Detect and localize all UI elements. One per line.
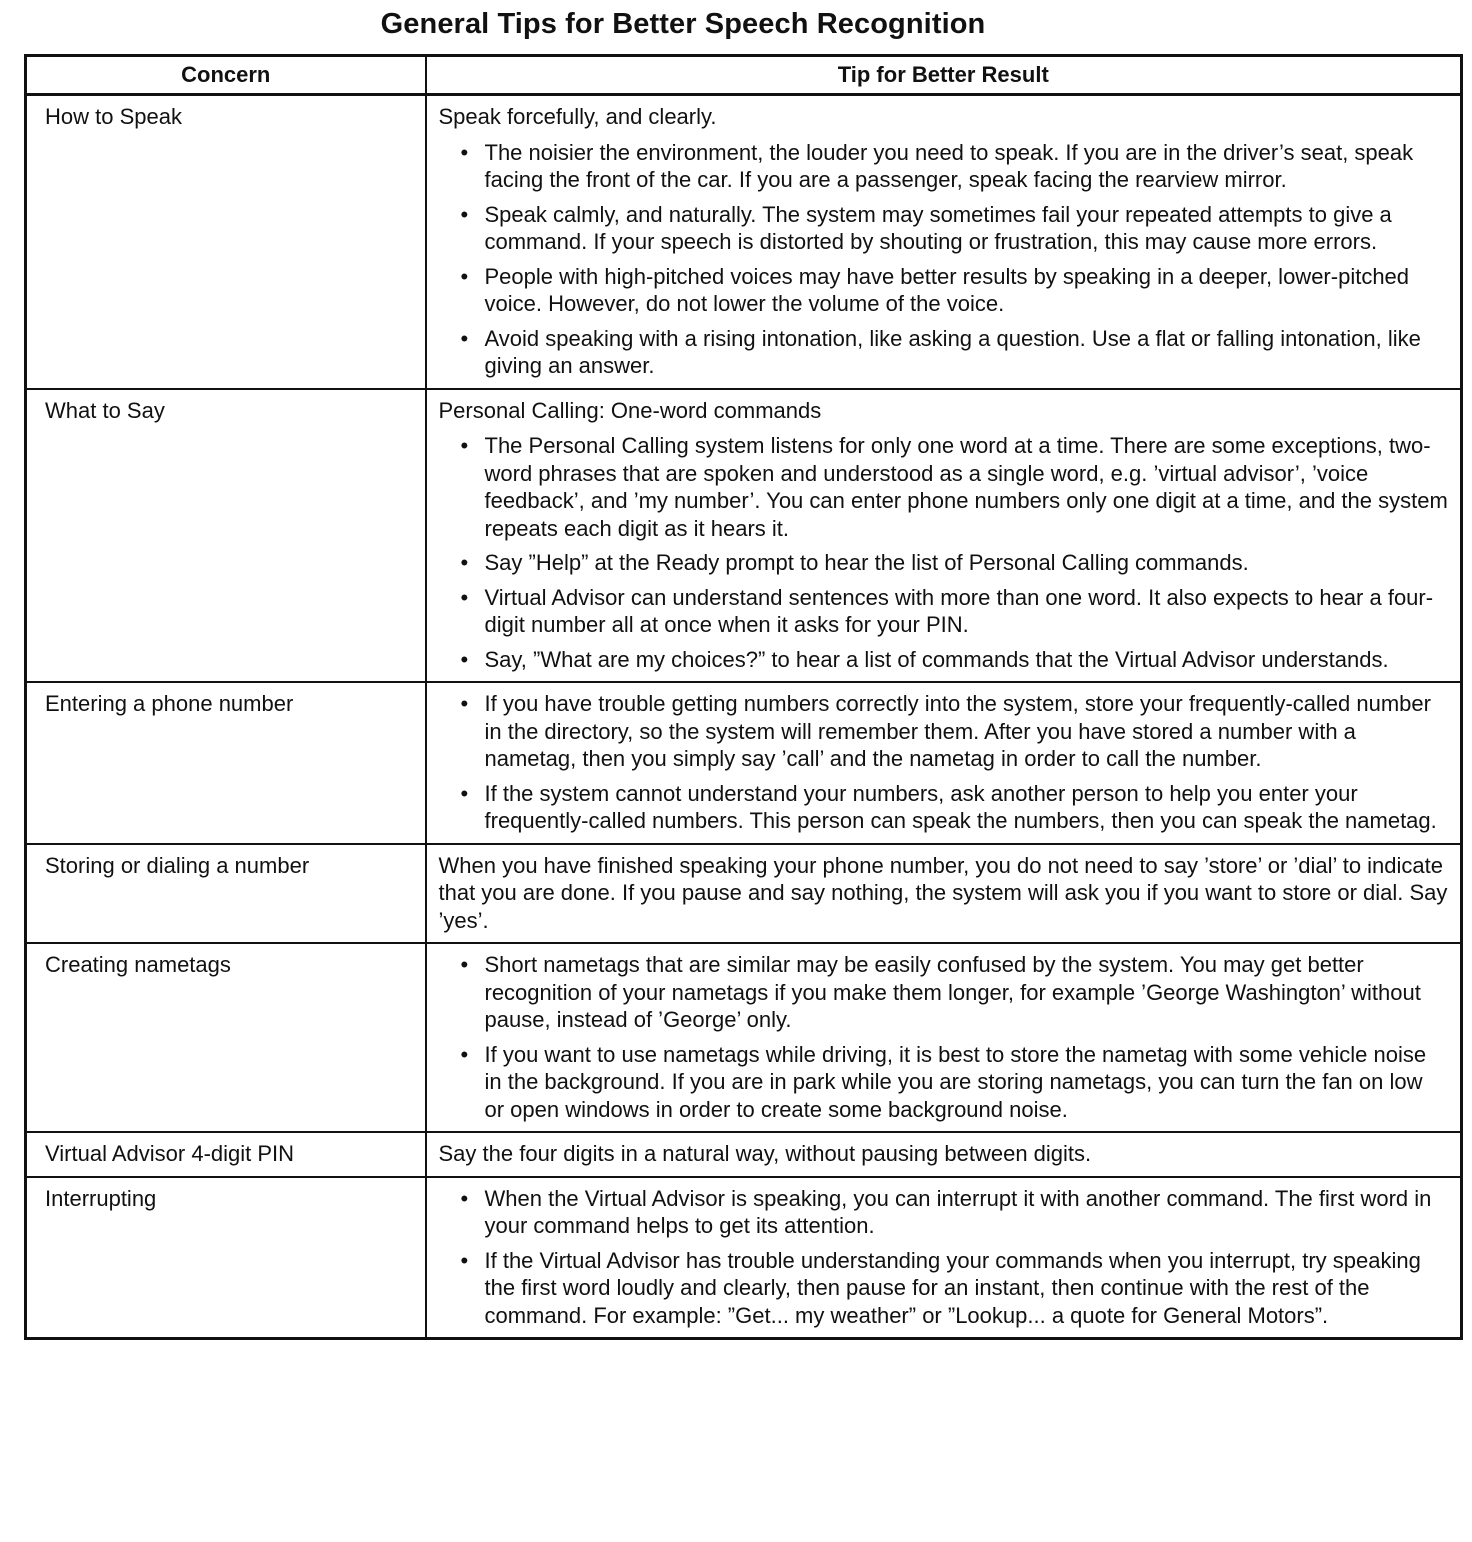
tip-cell	[426, 1177, 1462, 1339]
tip-bullet: • If the system cannot understand your numbers, ask another person to help you enter your frequently-called numbers. This person can speak the numbers, then you can speak the nametag.	[485, 780, 1449, 835]
tip-list	[439, 690, 1449, 835]
table-row	[26, 682, 1462, 844]
tip-list	[439, 951, 1449, 1123]
tip-list	[439, 432, 1449, 673]
tip-list	[439, 1185, 1449, 1330]
tip-bullet: • Speak calmly, and naturally. The system may sometimes fail your repeated attempts to give a command. If your speech is distorted by shouting or frustration, this may cause more errors.	[485, 201, 1449, 256]
concern-cell: Creating nametags	[26, 943, 426, 1132]
concern-cell: How to Speak	[26, 95, 426, 389]
header-tip: Tip for Better Result	[426, 56, 1462, 95]
concern-cell: Entering a phone number	[26, 682, 426, 844]
tip-cell	[426, 95, 1462, 389]
table-row	[26, 943, 1462, 1132]
tip-bullet: • If you have trouble getting numbers correctly into the system, store your frequently-called number in the directory, so the system will remember them. After you have stored a number with a nametag, then you simply say ’call’ and the nametag in order to call the number.	[485, 690, 1449, 773]
tip-text: When you have finished speaking your phone number, you do not need to say ’store’ or ’dial’ to indicate that you are done. If you pause and say nothing, the system will ask you if you want to store or dial. Say ’yes’.	[438, 852, 1448, 933]
table-row	[26, 844, 1462, 944]
table-row	[26, 1132, 1462, 1177]
tip-cell	[426, 844, 1462, 944]
tip-bullet: • When the Virtual Advisor is speaking, you can interrupt it with another command. The first word in your command helps to get its attention.	[485, 1185, 1449, 1240]
tip-bullet: • Say ”Help” at the Ready prompt to hear the list of Personal Calling commands.	[485, 549, 1449, 577]
header-row	[26, 56, 1462, 95]
tip-cell	[426, 943, 1462, 1132]
tip-cell	[426, 389, 1462, 683]
tip-text: Say the four digits in a natural way, without pausing between digits.	[438, 1141, 1092, 1166]
tip-bullet: • Say, ”What are my choices?” to hear a list of commands that the Virtual Advisor understands.	[485, 646, 1449, 674]
tip-bullet: • The Personal Calling system listens for only one word at a time. There are some exceptions, two-word phrases that are spoken and understood as a single word, e.g. ’virtual advisor’, ’voice feedback’, and ’my number’. You can enter phone numbers only one digit at a time, and the system repeats each digit as it hears it.	[485, 432, 1449, 542]
tips-table	[24, 54, 1463, 1340]
table-row	[26, 95, 1462, 389]
page-title: General Tips for Better Speech Recognition	[380, 8, 986, 40]
tip-bullet: • If the Virtual Advisor has trouble understanding your commands when you interrupt, try speaking the first word loudly and clearly, then pause for an instant, then continue with the rest of the command. For example: ”Get... my weather” or ”Lookup... a quote for General Motors”.	[485, 1247, 1449, 1330]
tip-lead: Speak forcefully, and clearly.	[438, 104, 717, 129]
table-row	[26, 389, 1462, 683]
concern-cell: What to Say	[26, 389, 426, 683]
tip-bullet: • Virtual Advisor can understand sentences with more than one word. It also expects to hear a four-digit number all at once when it asks for your PIN.	[485, 584, 1449, 639]
tip-bullet: • The noisier the environment, the louder you need to speak. If you are in the driver’s seat, speak facing the front of the car. If you are a passenger, speak facing the rearview mirror.	[485, 139, 1449, 194]
concern-cell: Virtual Advisor 4-digit PIN	[26, 1132, 426, 1177]
tip-bullet: • Short nametags that are similar may be easily confused by the system. You may get better recognition of your nametags if you make them longer, for example ’George Washington’ without pause, instead of ’George’ only.	[485, 951, 1449, 1034]
tip-list	[439, 139, 1449, 380]
concern-cell: Interrupting	[26, 1177, 426, 1339]
tip-cell	[426, 1132, 1462, 1177]
tip-bullet: • Avoid speaking with a rising intonation, like asking a question. Use a flat or falling intonation, like giving an answer.	[485, 325, 1449, 380]
table-row	[26, 1177, 1462, 1339]
tip-bullet: • People with high-pitched voices may have better results by speaking in a deeper, lower-pitched voice. However, do not lower the volume of the voice.	[485, 263, 1449, 318]
tip-cell	[426, 682, 1462, 844]
tip-lead: Personal Calling: One-word commands	[438, 397, 822, 423]
concern-cell: Storing or dialing a number	[26, 844, 426, 944]
tip-bullet: • If you want to use nametags while driving, it is best to store the nametag with some vehicle noise in the background. If you are in park while you are storing nametags, you can turn the fan on low or open windows in order to create some background noise.	[485, 1041, 1449, 1124]
header-concern: Concern	[26, 56, 426, 95]
